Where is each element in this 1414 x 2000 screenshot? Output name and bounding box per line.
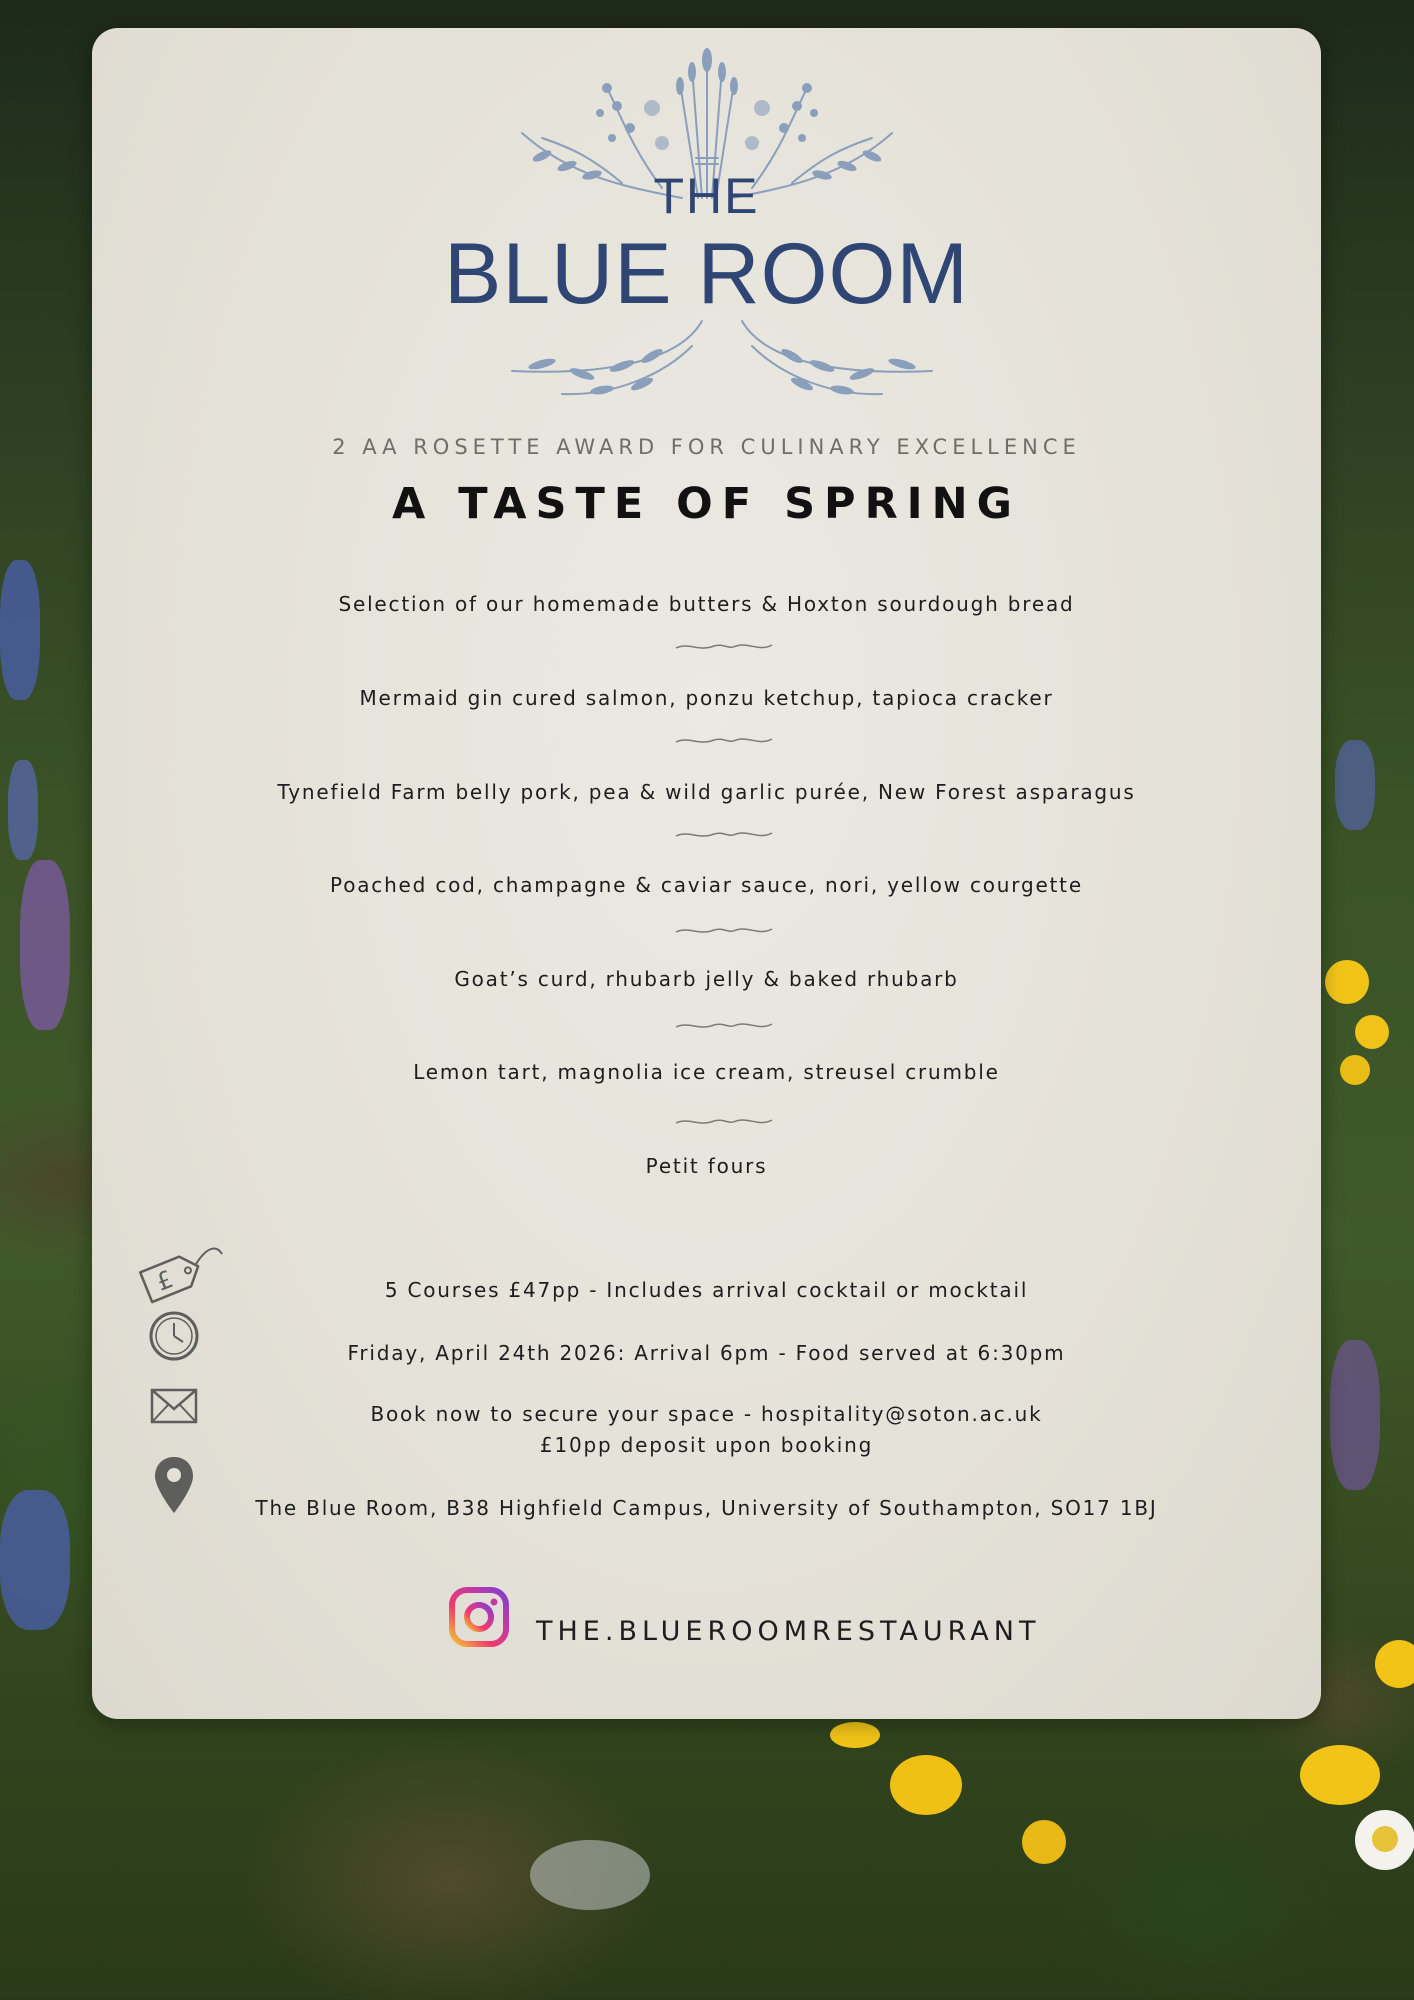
logo-line-the: THE: [653, 168, 760, 224]
price-info: 5 Courses £47pp - Includes arrival cocktail or mocktail: [384, 1278, 1029, 1302]
menu-item: Goat’s curd, rhubarb jelly & baked rhubarb: [454, 967, 959, 991]
booking-info: Book now to secure your space - hospitality@soton.ac.uk: [370, 1402, 1043, 1426]
date-info: Friday, April 24th 2026: Arrival 6pm - Food served at 6:30pm: [347, 1341, 1066, 1365]
menu-item: Lemon tart, magnolia ice cream, streusel crumble: [413, 1060, 1000, 1084]
svg-text:£: £: [152, 1264, 178, 1297]
menu-item: Poached cod, champagne & caviar sauce, nori, yellow courgette: [330, 873, 1083, 897]
botanical-sprigs-icon: [502, 316, 942, 416]
logo-line-blue-room: BLUE ROOM: [443, 226, 970, 322]
menu-item: Petit fours: [645, 1154, 768, 1178]
address-info: The Blue Room, B38 Highfield Campus, University of Southampton, SO17 1BJ: [255, 1496, 1158, 1520]
flourish-divider-icon: [674, 924, 774, 938]
menu-item: Selection of our homemade butters & Hoxton sourdough bread: [338, 592, 1075, 616]
flourish-divider-icon: [674, 640, 774, 654]
menu-title: A TASTE OF SPRING: [392, 479, 1021, 529]
instagram-handle[interactable]: THE.BLUEROOMRESTAURANT: [536, 1616, 1041, 1647]
menu-item: Tynefield Farm belly pork, pea & wild garlic purée, New Forest asparagus: [277, 780, 1136, 804]
flourish-divider-icon: [674, 734, 774, 748]
menu-card: [92, 28, 1321, 1719]
award-text: 2 AA ROSETTE AWARD FOR CULINARY EXCELLENCE: [332, 435, 1081, 459]
menu-item: Mermaid gin cured salmon, ponzu ketchup, tapioca cracker: [359, 686, 1054, 710]
flourish-divider-icon: [674, 1115, 774, 1129]
flourish-divider-icon: [674, 1019, 774, 1033]
instagram-icon[interactable]: [448, 1586, 510, 1648]
flourish-divider-icon: [674, 828, 774, 842]
deposit-info: £10pp deposit upon booking: [539, 1433, 874, 1457]
